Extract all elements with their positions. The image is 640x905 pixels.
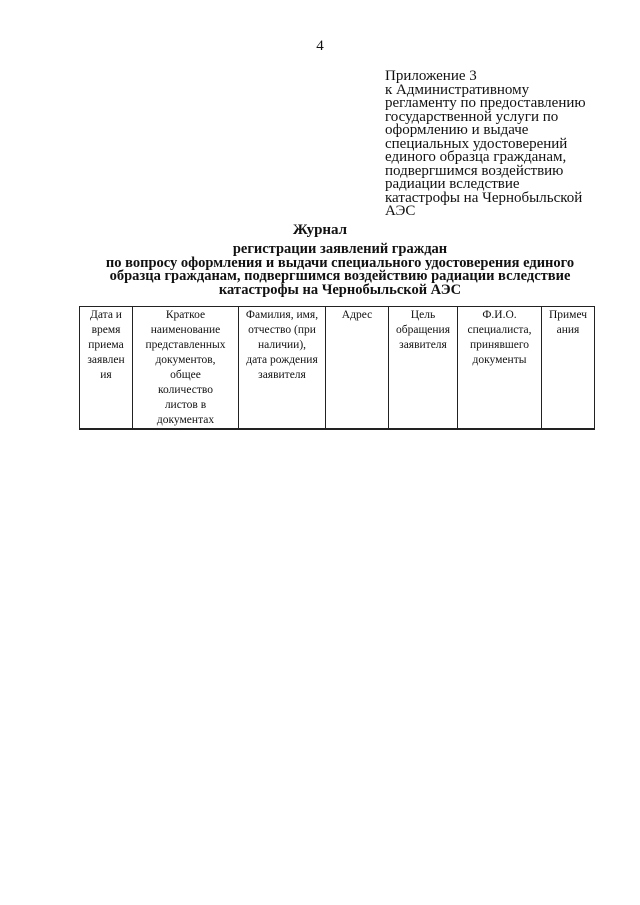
subtitle-line: катастрофы на Чернобыльской АЭС xyxy=(218,281,462,298)
header-purpose: Цель обращения заявителя xyxy=(389,307,458,429)
appendix-heading xyxy=(385,70,600,219)
table-row xyxy=(80,429,595,430)
appendix-line: радиации вследствие xyxy=(385,176,520,192)
appendix-line: Приложение 3 xyxy=(385,68,477,84)
header-address: Адрес xyxy=(326,307,389,429)
subtitle-line: образца гражданам, подвергшимся воздействию радиации вследствие xyxy=(109,268,571,284)
header-date-time: Дата и время приема заявлен ия xyxy=(80,307,133,429)
appendix-line: подвергшимся воздействию xyxy=(385,162,564,179)
subtitle-line: регистрации заявлений граждан xyxy=(232,241,448,257)
appendix-line: оформлению и выдаче xyxy=(385,122,529,138)
registration-table xyxy=(79,306,595,430)
journal-subtitle xyxy=(80,243,600,297)
subtitle-line: по вопросу оформления и выдачи специального удостоверения единого xyxy=(105,254,575,271)
appendix-line: единого образца гражданам, xyxy=(385,149,567,165)
header-documents: Краткое наименование представленных документов, общее количество листов в документах xyxy=(133,307,239,429)
header-applicant-name: Фамилия, имя, отчество (при наличии), дата рождения заявителя xyxy=(239,307,326,429)
appendix-line: государственной услуги по xyxy=(385,108,559,125)
header-notes: Примеч ания xyxy=(542,307,595,429)
appendix-line: к Административному xyxy=(385,81,530,98)
appendix-line: АЭС xyxy=(385,203,416,219)
appendix-line: специальных удостоверений xyxy=(385,135,568,152)
appendix-line: регламенту по предоставлению xyxy=(385,95,586,111)
table-header-row xyxy=(80,307,595,429)
header-specialist: Ф.И.О. специалиста, принявшего документы xyxy=(458,307,542,429)
page-number: 4 xyxy=(316,38,324,54)
appendix-line: катастрофы на Чернобыльской xyxy=(385,189,583,206)
journal-title: Журнал xyxy=(292,222,348,238)
